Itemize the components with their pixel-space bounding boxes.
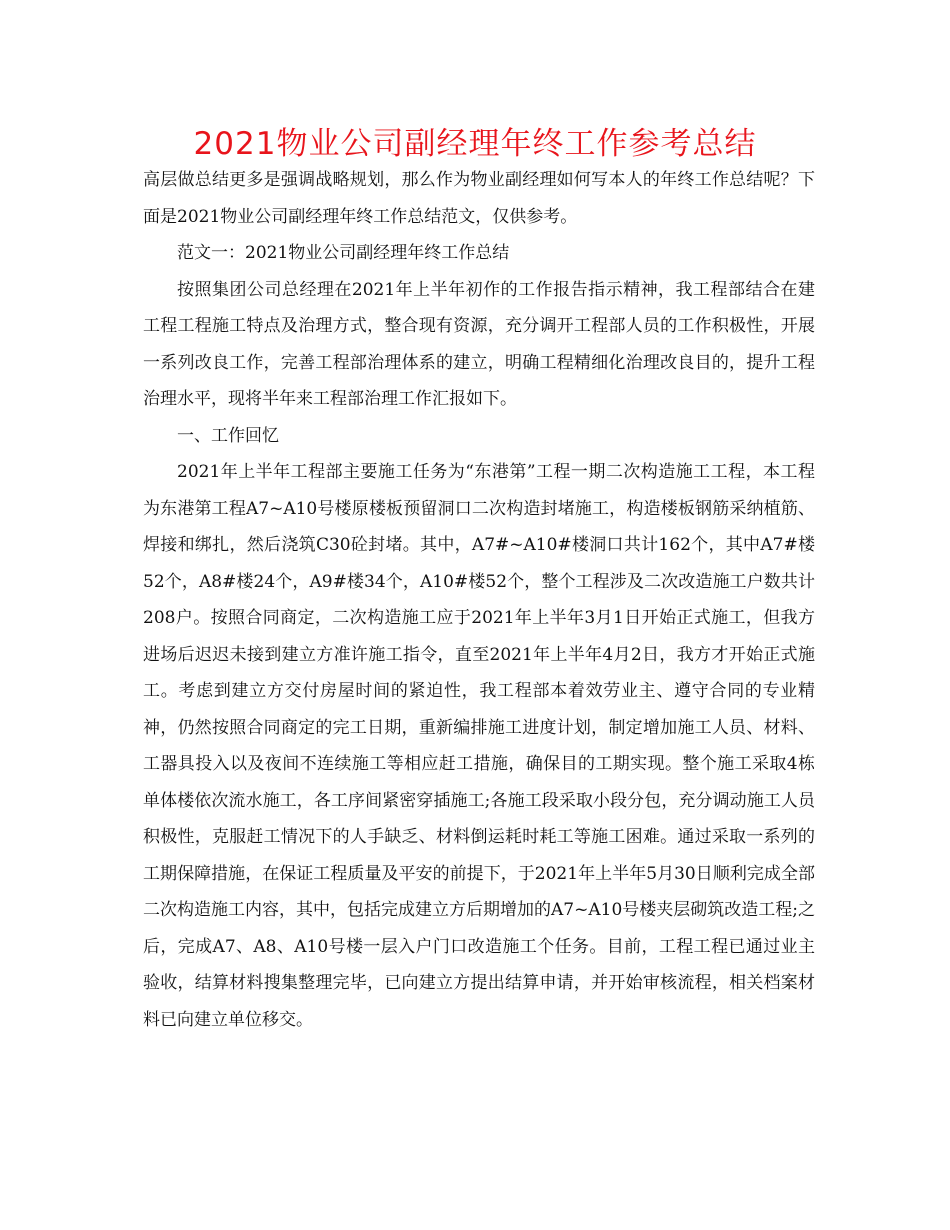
body-paragraph: 2021年上半年工程部主要施工任务为“东港第”工程一期二次构造施工工程，本工程为东港第工程A7~A10号楼原楼板预留洞口二次构造封堵施工，构造楼板钢筋采纳植筋、焊接和绑扎，然后浇筑C30砼封堵。其中，A7#~A10#楼洞口共计162个，其中A7#楼52个，A8#楼24个，A9#楼34个，A10#楼52个，整个工程涉及二次改造施工户数共计208户。按照合同商定，二次构造施工应于2021年上半年3月1日开始正式施工，但我方进场后迟迟未接到建立方准许施工指令，直至2021年上半年4月2日，我方才开始正式施工。考虑到建立方交付房屋时间的紧迫性，我工程部本着效劳业主、遵守合同的专业精神，仍然按照合同商定的完工日期，重新编排施工进度计划，制定增加施工人员、材料、工器具投入以及夜间不连续施工等相应赶工措施，确保目的工期实现。整个施工采取4栋单体楼依次流水施工，各工序间紧密穿插施工;各施工段采取小段分包，充分调动施工人员积极性，克服赶工情况下的人手缺乏、材料倒运耗时耗工等施工困难。通过采取一系列的工期保障措施，在保证工程质量及平安的前提下，于2021年上半年5月30日顺利完成全部二次构造施工内容，其中，包括完成建立方后期增加的A7~A10号楼夹层砌筑改造工程;之后，完成A7、A8、A10号楼一层入户门口改造施工个任务。目前，工程工程已通过业主验收，结算材料搜集整理完毕，已向建立方提出结算申请，并开始审核流程，相关档案材料已向建立单位移交。 bbox=[143, 462, 815, 1030]
sample-heading: 范文一：2021物业公司副经理年终工作总结 bbox=[177, 243, 510, 263]
intro-paragraph: 高层做总结更多是强调战略规划，那么作为物业副经理如何写本人的年终工作总结呢？下面是2021物业公司副经理年终工作总结范文，仅供参考。 bbox=[143, 170, 815, 227]
document-title: 2021物业公司副经理年终工作参考总结 bbox=[193, 126, 757, 162]
section-heading: 一、工作回忆 bbox=[177, 425, 279, 446]
body-paragraph: 按照集团公司总经理在2021年上半年初作的工作报告指示精神，我工程部结合在建工程工程施工特点及治理方式，整合现有资源，充分调开工程部人员的工作积极性，开展一系列改良工作，完善工程部治理体系的建立，明确工程精细化治理改良目的，提升工程治理水平，现将半年来工程部治理工作汇报如下。 bbox=[143, 279, 815, 409]
document-body bbox=[143, 162, 815, 1038]
